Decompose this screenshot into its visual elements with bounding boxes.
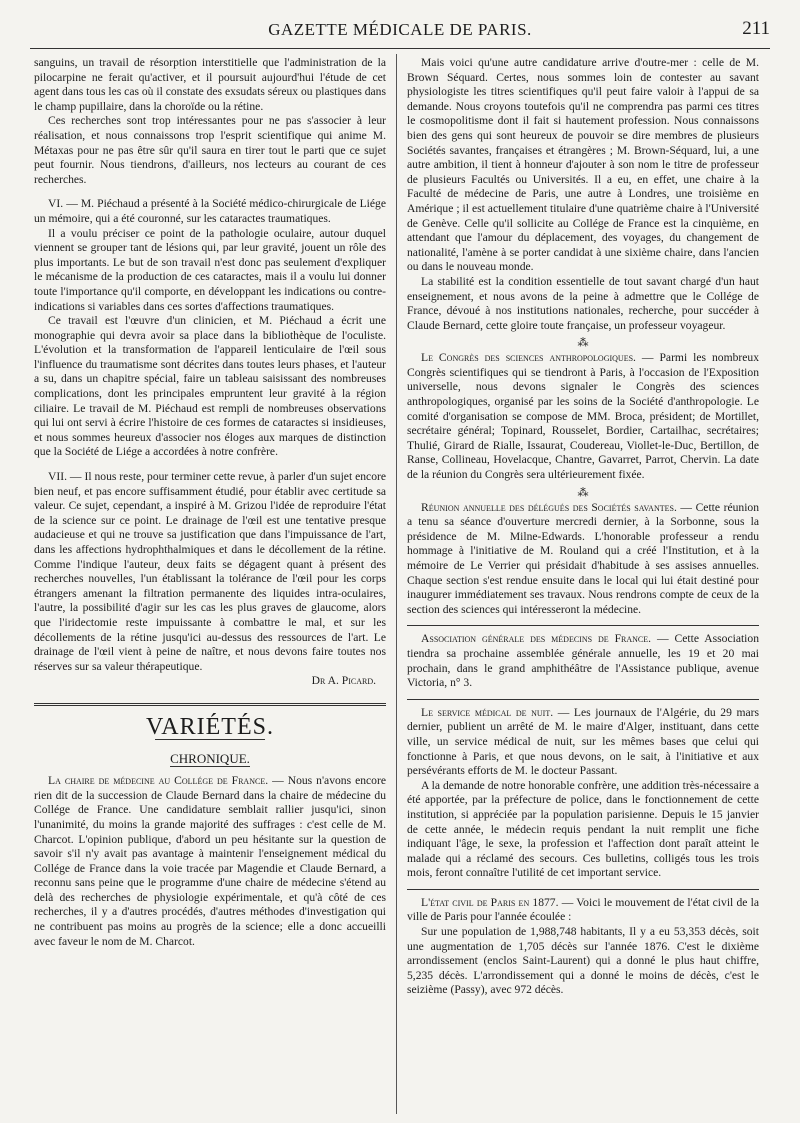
item-heading: Association générale des médecins de France. — [421, 632, 652, 646]
item-divider — [407, 625, 759, 626]
item-text: — Cette Association tiendra sa prochaine assemblée générale annuelle, les 19 et 20 mai prochain, dans le grand amphithéâtre de l'Assistance publique, avenue Victoria, n° 3. — [407, 632, 759, 690]
news-item — [407, 632, 759, 690]
paragraph: Ces recherches sont trop intéressantes pour ne pas s'associer à leur réalisation, et nous connaissons trop l'esprit scientifique qui anime M. Métaxas pour ne pas être sûr qu'il saura en tirer tout le parti que ce sujet peut fournir. Nous tiendrons, d'ailleurs, nos lecteurs au courant de ces recherches. — [34, 114, 386, 186]
item-heading: Le service médical de nuit. — [421, 705, 554, 719]
paragraph: A la demande de notre honorable confrère, une addition très-nécessaire a été apportée, par la préfecture de police, dans le fonctionnement de cette institution, si appréciée par la population parisienne. Depuis le 15 janvier de cette année, le médecin requis pendant la nuit remplit une fiche indiquant l'âge, le sexe, la profession et l'affection dont paraît atteint le malade qui a réclamé des secours. Ces bulletins, colligés tous les trois mois, feront connaître l'utilité de cet important service. — [407, 778, 759, 880]
paragraph: Il a voulu préciser ce point de la pathologie oculaire, autour duquel viennent se grouper tant de lésions qui, par leur gravité, jouent un rôle des plus importants. Le but de son travail n'est donc pas seulement d'expliquer le mécanisme de la production de ces cataractes, mais il a voulu lui donner toute l'importance qu'il comporte, en développant les indications ou contre-indications si variables dans ces sortes d'affections traumatiques. — [34, 226, 386, 313]
paragraph: Sur une population de 1,988,748 habitants, Il y a eu 53,353 décès, soit une augmentation de 1,705 décès sur l'année 1876. C'est le dixième arrondissement (enclos Saint-Laurent) qui a donné le plus haut chiffre, 5,235 décès. L'arrondissement qui a donné le moins de décès, c'est le seizième (Passy), avec 972 décès. — [407, 925, 759, 997]
news-item — [407, 501, 759, 618]
right-column — [407, 56, 759, 998]
item-text: — Voici le mouvement de l'état civil de la ville de Paris pour l'année écoulée : — [407, 895, 759, 924]
item-text: — Parmi les nombreux Congrès scientifiques qui se tiendront à Paris, à l'occasion de l'Exposition universelle, nous devons signaler le Congrès des sciences anthropologiques, organisé par les soins de la Société d'anthropologie. Le comité d'organisation se compose de MM. Broca, président; de Mortillet, secrétaire général; Topinard, Rousselet, Bordier, Cartailhac, secrétaires; Thulié, Girard de Rialle, Issaurat, Coudereau, Viollet-le-Duc, Bertillon, de Ranse, Collineau, Hovelacque, Chantre, Gavarret, Parrot, Chervin. La date de la réunion du Congrès sera ultérieurement fixée. — [407, 351, 759, 482]
asterism: ⁂ — [577, 337, 589, 350]
news-item — [407, 896, 759, 925]
paragraph: sanguins, un travail de résorption interstitielle que l'administration de la pilocarpine ne ferait qu'activer, et il poursuit aujourd'hui l'étude de cet agent dans tous les cas où il constate des exsudats séreux ou plastiques dans le champ pupillaire, dans la choroïde ou la rétine. — [34, 56, 386, 113]
item-text: — Les journaux de l'Algérie, du 29 mars dernier, publient un arrêté de M. le maire d'Alger, instituant, dans cette ville, un service médical de nuit, sur les mêmes bases que celui qui fonctionne à Paris, et que nous devons, on le sait, à l'initiative et aux persévérants efforts de M. le docteur Passant. — [407, 705, 759, 778]
author-signature: Dr A. Picard. — [311, 674, 376, 688]
paragraph: La stabilité est la condition essentielle de tout savant chargé d'un haut enseignement, et nous avons de la peine à admettre que le Collége de France, dévoué à nos institutions nationales, recherche, pour succéder à Claude Bernard, cette gloire toute française, un professeur voyageur. — [407, 274, 759, 332]
item-divider — [407, 889, 759, 890]
item-heading: Réunion annuelle des délégués des Sociétés savantes. — [421, 500, 677, 514]
left-column — [34, 56, 386, 949]
subsection-title — [34, 752, 386, 767]
news-item — [407, 706, 759, 779]
asterism: ⁂ — [577, 486, 589, 499]
subsection-title-text: CHRONIQUE. — [170, 750, 250, 766]
item-heading: La chaire de médecine au Collége de France. — [48, 774, 269, 788]
section-title: VARIÉTÉS. — [146, 713, 274, 740]
paragraph — [34, 774, 386, 949]
item-divider — [407, 699, 759, 700]
item-heading: L'état civil de Paris en 1877. — [421, 895, 559, 909]
paragraph: Mais voici qu'une autre candidature arrive d'outre-mer : celle de M. Brown Séquard. Certes, nous sommes loin de contester au savant physiologiste les titres scientifiques qu'il peut faire valoir à l'appui de sa demande. Nous croyons toutefois qu'il ne comprendra pas parmi ces titres le cosmopolitisme dont il fait si hautement profession. Nous connaissons bien des gens qui sont heureux de pouvoir se dire membres de plusieurs Sociétés savantes, françaises et étrangères ; M. Brown-Séquard, lui, a une autre ambition, il tient à honneur d'ajouter à son nom le titre de professeur de plusieurs Facultés ou Universités. Il a eu, en effet, une chaire à la Faculté de médecine de Paris, une autre à Londres, une troisième en Amérique ; il est actuellement titulaire d'une quatrième chaire à l'Université de Genève. Celle qu'il sollicite au Collége de France est la cinquième, en attendant que l'amour du déplacement, des voyages, du changement de nationalité, l'amène à se porter candidat à une sixième chaire, dans l'ancien ou dans le nouveau monde. — [407, 56, 759, 274]
paragraph: VI. — M. Piéchaud a présenté à la Société médico-chirurgicale de Liége un mémoire, qui a été couronné, sur les cataractes traumatiques. — [34, 197, 386, 225]
item-text: — Nous n'avons encore rien dit de la succession de Claude Bernard dans la chaire de médecine du Collége de France. Une candidature semblait rallier jusqu'ici, sinon l'unanimité, du moins la grande majorité des suffrages : c'est celle de M. Charcot. L'opinion publique, d'abord un peu hésitante sur la question de savoir s'il n'y avait pas avantage à maintenir l'enseignement médical du Collége de France dans la voie tracée par Magendie et Claude Bernard, a reconnu sans peine que le programme d'une chaire de médecine s'étend au delà des recherches de physiologie expérimentale, et qu'à côté de ces recherches, il y a d'autres procédés, d'autres méthodes d'investigation qui ne contribuent pas moins au progrès de la science; elle a donc accueilli avec faveur le nom de M. Charcot. — [34, 774, 386, 948]
item-heading: Le Congrès des sciences anthropologiques. — [421, 351, 636, 365]
news-item — [407, 351, 759, 482]
paragraph: VII. — Il nous reste, pour terminer cette revue, à parler d'un sujet encore bien neuf, et pas encore suffisamment étudié, pour établir avec certitude sa valeur. Ce sujet, cependant, a inspiré à M. Grizou l'idée de reproduire l'état de la science sur ce point. Le drainage de l'œil est une tentative presque audacieuse et qui ne trouve sa justification que dans l'impuissance de l'art, dans les affections hydrophthalmiques et dans le décollement de la rétine. Comme l'indique l'auteur, deux faits se dégagent quant à présent des recherches nouvelles, l'un établissant la tolérance de l'œil pour les corps étrangers amenant la filtration permanente des liquides intra-oculaires, l'autre, la possibilité d'agir sur les cas les plus graves de glaucome, alors que l'iridectomie reste impuissante à combattre le mal, et sur les décollements de la rétine jusqu'ici au-dessus des ressources de l'art. Le drainage de l'œil vient à peine de naître, et nous devons faire toutes nos réserves sur sa valeur thérapeutique. — [34, 470, 386, 673]
page-number: 211 — [742, 18, 770, 39]
column-divider — [396, 54, 397, 1114]
page-header — [30, 8, 770, 49]
section-divider — [34, 703, 386, 706]
journal-title: GAZETTE MÉDICALE DE PARIS. — [268, 20, 532, 39]
item-text: — Cette réunion a tenu sa séance d'ouverture mercredi dernier, à la Sorbonne, sous la présidence de M. Milne-Edwards. L'honorable professeur a rendu hommage à l'initiative de M. Rouland qui a créé l'Institution, et à la mémoire de Le Verrier qui présidait d'habitude à ses assises annuelles. Chaque section s'est rendue ensuite dans le local qui lui était destiné pour inaugurer immédiatement ses travaux. Nous rendrons compte de ceux de la section des sciences qui intéresseront la médecine. — [407, 500, 760, 616]
paragraph: Ce travail est l'œuvre d'un clinicien, et M. Piéchaud a écrit une monographie qui devra avoir sa place dans la bibliothèque de l'oculiste. L'évolution et la transformation de l'appareil lenticulaire de l'œil sous l'influence du traumatisme sont décrites dans toutes leurs phases, et l'auteur a su, dans un chapitre spécial, faire un tableau saisissant des nombreuses complications, dont les principales empruntent leur gravité à la région ciliaire. Le travail de M. Piéchaud est rempli de nombreuses observations qui lui ont servi à écrire l'histoire de ces formes de cataractes si insidieuses, et nous sommes heureux d'associer nos éloges aux marques de distinction que la Société de Liége a accordées à notre confrère. — [34, 314, 386, 459]
